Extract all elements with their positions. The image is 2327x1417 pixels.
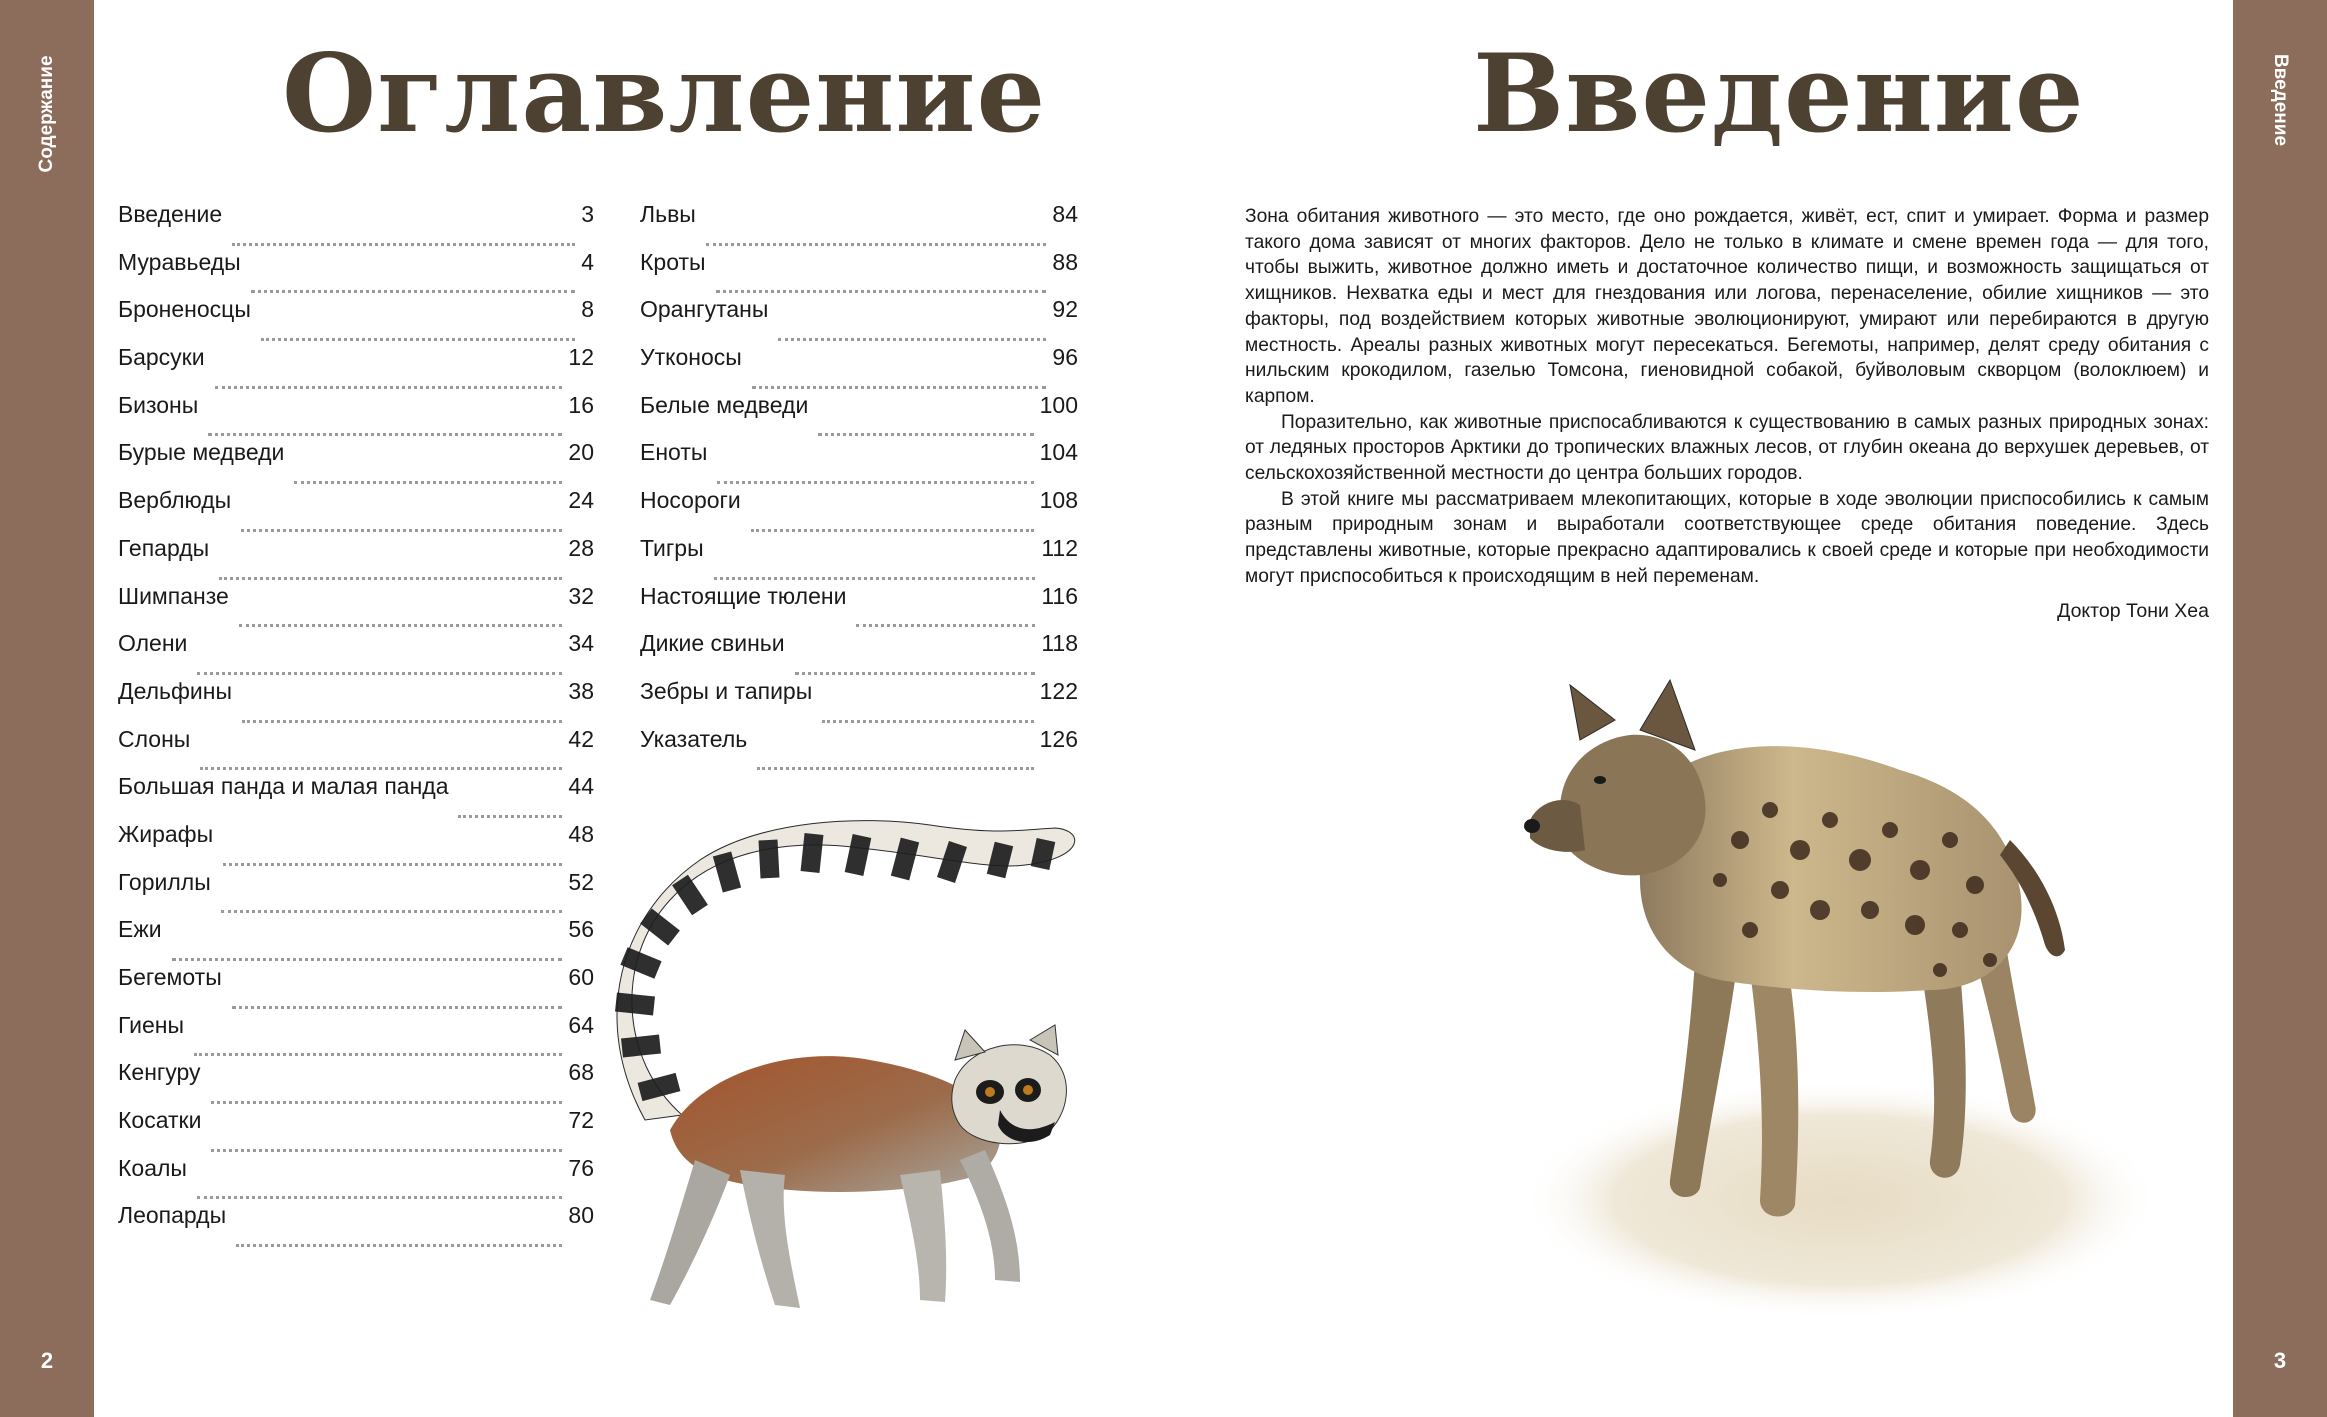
toc-leader-dots [856, 624, 1035, 627]
toc-entry-page: 38 [568, 677, 594, 704]
toc-entry-page: 100 [1039, 391, 1078, 418]
toc-leader-dots [706, 243, 1047, 246]
toc-entry[interactable] [118, 632, 594, 680]
toc-entry-label: Гепарды [118, 534, 210, 561]
hyena-illustration [1520, 640, 2140, 1320]
toc-entry-page: 20 [568, 439, 594, 466]
toc-entry[interactable] [118, 1109, 594, 1157]
toc-entry[interactable] [640, 248, 1078, 299]
toc-leader-dots [261, 338, 575, 341]
toc-leader-dots [200, 767, 562, 770]
toc-entry-label: Жирафы [118, 820, 214, 847]
toc-entry-label: Введение [118, 201, 223, 227]
toc-entry-page: 8 [581, 296, 594, 323]
toc-entry-label: Бурые медведи [118, 439, 285, 466]
toc-entry-label: Кенгуру [118, 1059, 201, 1086]
toc-leader-dots [778, 338, 1046, 341]
toc-entry-page: 4 [581, 248, 594, 275]
toc-leader-dots [215, 386, 563, 389]
toc-leader-dots [221, 910, 563, 913]
toc-entry[interactable] [118, 966, 594, 1014]
toc-entry-label: Еноты [640, 439, 708, 466]
toc-entry[interactable] [118, 346, 594, 394]
toc-entry[interactable] [118, 582, 594, 633]
toc-entry-label: Львы [640, 201, 696, 227]
toc-entry[interactable] [640, 534, 1078, 585]
toc-entry[interactable] [118, 868, 594, 919]
author-signature: Доктор Тони Хеа [2057, 600, 2209, 622]
toc-leader-dots [208, 433, 562, 436]
toc-entry-label: Орангутаны [640, 296, 769, 323]
toc-entry-page: 60 [568, 964, 594, 990]
toc-entry-page: 48 [568, 820, 594, 847]
toc-leader-dots [251, 290, 576, 293]
toc-leader-dots [795, 672, 1036, 675]
toc-entry[interactable] [118, 1011, 594, 1062]
toc-entry-page: 72 [568, 1107, 594, 1134]
toc-entry-page: 118 [1041, 630, 1078, 657]
toc-entry[interactable] [640, 346, 1078, 394]
left-margin-band [0, 0, 94, 1417]
toc-entry-label: Указатель [640, 725, 748, 752]
toc-leader-dots [241, 529, 562, 532]
toc-entry-label: Большая панда и малая панда [118, 773, 449, 800]
toc-leader-dots [223, 863, 562, 866]
toc-leader-dots [236, 1244, 562, 1247]
left-side-label: Содержание [36, 55, 57, 173]
toc-entry-label: Броненосцы [118, 296, 251, 323]
toc-entry-label: Шимпанзе [118, 582, 229, 609]
toc-entry[interactable] [118, 298, 594, 346]
toc-entry-page: 76 [568, 1154, 594, 1181]
toc-entry-page: 42 [568, 725, 594, 752]
toc-leader-dots [197, 672, 562, 675]
toc-entry-page: 112 [1041, 534, 1078, 561]
toc-leader-dots [197, 1196, 562, 1199]
toc-entry[interactable] [118, 534, 594, 585]
toc-entry-label: Белые медведи [640, 391, 809, 418]
toc-entry-label: Ежи [118, 916, 162, 943]
toc-entry[interactable] [118, 1061, 594, 1109]
lemur-illustration [600, 830, 1100, 1350]
toc-leader-dots [818, 433, 1033, 436]
toc-entry[interactable] [640, 203, 1078, 251]
toc-entry-page: 116 [1041, 582, 1078, 609]
toc-title: Оглавление [282, 31, 1047, 157]
toc-leader-dots [242, 720, 562, 723]
toc-leader-dots [714, 577, 1036, 580]
intro-paragraph: Зона обитания животного — это место, где оно рождается, живёт, ест, спит и умирает. Форма и размер такого дома зависят от многих факторов. Дело не только в климате и смене времен года — для того, чтобы выжить, животное должно иметь и достаточное количество пищи, и возможность защищаться от хищников. Нехватка еды и мест для гнездования или логова, перенаселение, обилие хищников — это факторы, под воздействием которых животные эволюционируют, умирают или перебираются в другую местность. Ареалы разных животных могут пересекаться. Бегемоты, например, делят среду обитания с нильским крокодилом, газелью Томсона, гиеновидной собакой, буйволовым скворцом (волоклюем) и карпом. [1245, 206, 2209, 407]
toc-entry-label: Слоны [118, 725, 191, 752]
toc-entry-page: 80 [568, 1202, 594, 1229]
toc-column-2 [640, 203, 1078, 775]
right-margin-band [2233, 0, 2327, 1417]
toc-entry-label: Зебры и тапиры [640, 677, 813, 704]
right-side-label: Введение [2270, 53, 2291, 147]
toc-entry-page: 32 [568, 582, 594, 609]
toc-entry-label: Носороги [640, 487, 741, 514]
toc-entry-label: Верблюды [118, 487, 232, 514]
toc-entry-page: 96 [1052, 344, 1078, 371]
toc-entry-label: Тигры [640, 534, 704, 561]
intro-title: Введение [1473, 31, 2085, 157]
toc-entry-label: Олени [118, 630, 188, 657]
toc-entry-label: Бизоны [118, 391, 199, 418]
toc-leader-dots [716, 290, 1047, 293]
toc-entry-label: Муравьеды [118, 248, 241, 275]
toc-leader-dots [232, 1006, 563, 1009]
toc-entry-label: Гориллы [118, 868, 211, 895]
toc-entry[interactable] [118, 725, 594, 776]
toc-entry[interactable] [640, 298, 1078, 346]
toc-entry[interactable] [118, 248, 594, 299]
toc-entry-page: 52 [568, 868, 594, 895]
toc-entry-label: Кроты [640, 248, 706, 275]
toc-entry-label: Настоящие тюлени [640, 582, 847, 609]
toc-entry-page: 3 [581, 201, 594, 227]
toc-entry-label: Гиены [118, 1011, 185, 1038]
toc-entry-page: 64 [568, 1011, 594, 1038]
toc-entry-label: Дикие свиньи [640, 630, 785, 657]
toc-entry-page: 12 [568, 344, 594, 371]
toc-entry[interactable] [640, 441, 1078, 489]
toc-entry-page: 56 [568, 916, 594, 943]
toc-entry-label: Леопарды [118, 1202, 227, 1229]
toc-leader-dots [717, 481, 1033, 484]
toc-leader-dots [752, 386, 1047, 389]
toc-column-1 [118, 203, 594, 1252]
toc-entry-page: 126 [1039, 725, 1078, 752]
toc-entry[interactable] [118, 677, 594, 728]
toc-entry[interactable] [640, 632, 1078, 680]
toc-entry[interactable] [118, 918, 594, 966]
toc-entry-page: 34 [568, 630, 594, 657]
right-page-number: 3 [2273, 1348, 2287, 1373]
intro-paragraph: В этой книге мы рассматриваем млекопитающих, которые в ходе эволюции приспособились к самым разным природным зонам и выработали соответствующее среде обитания поведение. Здесь представлены животные, которые прекрасно адаптировались к своей среде и которые при необходимости могут приспособиться к происходящим в ней переменам. [1245, 488, 2209, 587]
left-page-number: 2 [40, 1348, 54, 1373]
toc-leader-dots [458, 815, 562, 818]
toc-entry[interactable] [118, 391, 594, 442]
intro-text [1245, 204, 2209, 590]
toc-leader-dots [239, 624, 563, 627]
toc-entry[interactable] [640, 489, 1078, 537]
toc-leader-dots [211, 1101, 563, 1104]
toc-entry-page: 92 [1052, 296, 1078, 323]
toc-entry-page: 84 [1052, 201, 1078, 227]
toc-leader-dots [211, 1149, 562, 1152]
toc-entry[interactable] [118, 441, 594, 489]
toc-entry-page: 44 [568, 773, 594, 800]
toc-entry[interactable] [118, 820, 594, 871]
toc-leader-dots [194, 1053, 562, 1056]
toc-leader-dots [219, 577, 562, 580]
toc-leader-dots [172, 958, 563, 961]
toc-entry[interactable] [118, 489, 594, 537]
toc-entry-label: Коалы [118, 1154, 187, 1181]
toc-leader-dots [822, 720, 1033, 723]
toc-entry-label: Косатки [118, 1107, 202, 1134]
toc-entry[interactable] [640, 391, 1078, 442]
toc-entry[interactable] [640, 725, 1078, 776]
toc-leader-dots [757, 767, 1033, 770]
toc-leader-dots [294, 481, 562, 484]
toc-entry[interactable] [640, 582, 1078, 633]
toc-entry-label: Барсуки [118, 344, 205, 371]
toc-entry-label: Бегемоты [118, 964, 222, 990]
toc-entry-page: 104 [1039, 439, 1078, 466]
toc-entry-label: Дельфины [118, 677, 233, 704]
toc-entry[interactable] [118, 1204, 594, 1252]
toc-entry-page: 16 [568, 391, 594, 418]
toc-entry[interactable] [640, 677, 1078, 728]
toc-entry[interactable] [118, 203, 594, 251]
toc-entry-page: 122 [1039, 677, 1078, 704]
toc-entry-page: 68 [568, 1059, 594, 1086]
toc-entry-page: 88 [1052, 248, 1078, 275]
toc-entry-label: Утконосы [640, 344, 742, 371]
intro-paragraph: Поразительно, как животные приспосабливаются к существованию в самых разных природных зонах: от ледяных просторов Арктики до тропических влажных лесов, от глубин океана до верхушек деревьев, от сельскохозяйственной местности до центра больших городов. [1245, 411, 2209, 485]
toc-entry[interactable] [118, 775, 594, 823]
toc-entry-page: 108 [1039, 487, 1078, 514]
toc-leader-dots [751, 529, 1034, 532]
toc-entry[interactable] [118, 1154, 594, 1205]
toc-entry-page: 24 [568, 487, 594, 514]
toc-entry-page: 28 [568, 534, 594, 561]
toc-leader-dots [232, 243, 575, 246]
